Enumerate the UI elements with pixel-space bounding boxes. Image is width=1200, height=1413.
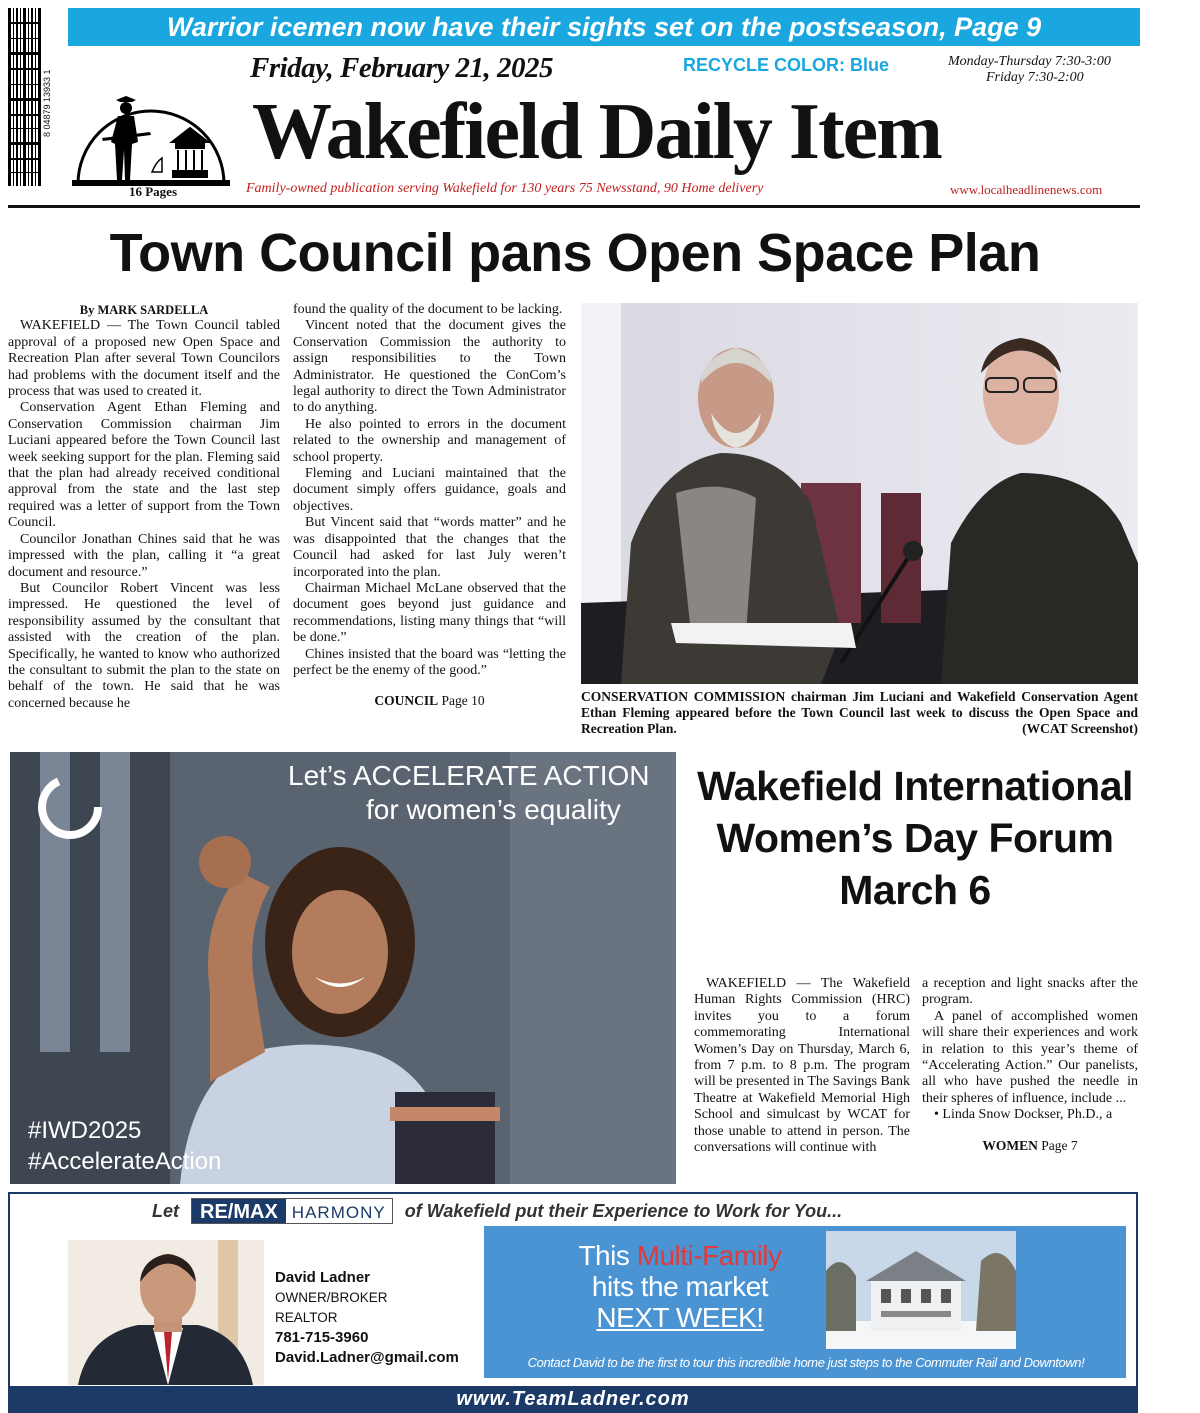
council-meeting-photo xyxy=(581,303,1138,684)
agent-title-1: OWNER/BROKER xyxy=(275,1290,388,1305)
issue-date: Friday, February 21, 2025 xyxy=(250,52,554,84)
second-story-column-2 xyxy=(922,976,1138,1154)
paragraph: Councilor Jonathan Chines said that he was impressed with the plan, calling it “a great document and resource.” xyxy=(8,531,280,580)
listing-headline xyxy=(540,1240,820,1333)
hours-weekday: Monday-Thursday 7:30-3:00 xyxy=(948,54,1111,69)
masthead-rule xyxy=(8,205,1140,208)
team-website-link[interactable]: www.TeamLadner.com xyxy=(10,1386,1136,1413)
remax-logo xyxy=(191,1198,393,1224)
lead-story-column-1 xyxy=(8,302,280,712)
photo-credit: (WCAT Screenshot) xyxy=(1022,721,1138,736)
paragraph: But Vincent said that “words matter” and he was disappointed that the changes that the Council had asked for last July weren’t incorporated into the plan. xyxy=(293,515,566,580)
listing-line-2: hits the market xyxy=(591,1271,769,1302)
agent-title-2: REALTOR xyxy=(275,1310,338,1325)
second-headline[interactable]: Wakefield International Women’s Day Forum March 6 xyxy=(697,763,1133,913)
womens-day-ad[interactable] xyxy=(10,752,676,1184)
paragraph: Fleming and Luciani maintained that the document simply offers guidance, goals and objectives. xyxy=(293,466,566,514)
paragraph: WAKEFIELD — The Town Council tabled approval of a proposed new Open Space and Recreation Plan after several Town Councilors had problems with the document itself and the process that was used to created it. xyxy=(8,318,280,400)
paragraph: He also pointed to errors in the document related to the ownership and management of school property. xyxy=(293,416,566,465)
jump-page: Page 10 xyxy=(441,693,485,709)
agent-phone[interactable]: 781-715-3960 xyxy=(275,1329,369,1346)
tagline: Family-owned publication serving Wakefield for 130 years 75 Newsstand, 90 Home delivery xyxy=(246,181,764,196)
agent-photo xyxy=(68,1240,264,1385)
jump-word: WOMEN xyxy=(982,1137,1038,1153)
lead-story-column-2 xyxy=(293,302,566,710)
ad-line-2: for women’s equality xyxy=(366,794,621,825)
paragraph: Vincent noted that the document gives the Conservation Commission the authority to assign responsibilities to the Town Administrator. He questioned the ConCom’s legal authority to direct the Town Administrator to do anything. xyxy=(293,318,566,416)
logo-sub: HARMONY xyxy=(291,1203,386,1222)
paragraph: WAKEFIELD — The Wakefield Human Rights Commission (HRC) invites you to a forum commemorating International Women’s Day on Thursday, March 6, from 7 p.m. to 8 p.m. The program will be presented in The Savings Bank Theatre at Wakefield Memorial High School and simulcast by WCAT for those unable to attend in person. The conversations will continue with xyxy=(694,976,910,1156)
caption-text: CONSERVATION COMMISSION chairman Jim Luciani and Wakefield Conservation Agent Ethan Fleming appeared before the Town Council last week to discuss the Open Space and Recreation Plan. xyxy=(581,689,1138,736)
lead-headline[interactable]: Town Council pans Open Space Plan xyxy=(109,223,1041,283)
agent-info xyxy=(275,1268,459,1368)
paragraph: Chairman Michael McLane observed that the document goes beyond just guidance and recommendations, listing many things that “will be done.” xyxy=(293,580,566,646)
newspaper-nameplate: Wakefield Daily Item xyxy=(252,88,941,176)
paragraph: But Councilor Robert Vincent was less impressed. He questioned the level of responsibility assumed by the consultant that assisted with the creation of the plan. Specifically, he wanted to know who authorized the consultant to submit the plan to the state on behalf of the town. He said that he was concerned because he xyxy=(8,580,280,711)
agent-email[interactable]: David.Ladner@gmail.com xyxy=(275,1349,459,1366)
top-banner-headline[interactable] xyxy=(68,8,1140,46)
hashtag-accelerate: #AccelerateAction xyxy=(28,1148,222,1175)
jump-link-women[interactable] xyxy=(922,1138,1138,1154)
jump-link-council[interactable] xyxy=(293,693,566,709)
paragraph: • Linda Snow Dockser, Ph.D., a xyxy=(934,1107,1113,1123)
recycle-color: RECYCLE COLOR: Blue xyxy=(683,55,890,75)
ad-line-1: Let’s ACCELERATE ACTION xyxy=(288,760,650,791)
website-link[interactable]: www.localheadlinenews.com xyxy=(950,182,1103,197)
paragraph: Chines insisted that the board was “letting the perfect be the enemy of the good.” xyxy=(293,646,566,678)
hours-friday: Friday 7:30-2:00 xyxy=(986,70,1084,85)
paragraph-continued: a reception and light snacks after the program. xyxy=(922,976,1138,1008)
paragraph: A panel of accomplished women will share their experiences and work in relation to this year’s theme of “Accelerating Action.” Our panelists, all who have pushed the needle in their spheres of influence, include ... xyxy=(922,1008,1138,1106)
hashtag-iwd2025: #IWD2025 xyxy=(28,1117,142,1144)
byline: By MARK SARDELLA xyxy=(79,303,209,317)
tagline-tail: of Wakefield put their Experience to Work for You... xyxy=(404,1200,843,1221)
house-photo xyxy=(826,1231,1016,1349)
contact-line: Contact David to be the first to tour this incredible home just steps to the Commuter Rail and Downtown! xyxy=(527,1355,1085,1370)
second-story-column-1 xyxy=(694,976,910,1156)
page-count: 16 Pages xyxy=(128,184,178,199)
minuteman-logo xyxy=(72,72,230,190)
paragraph-continued: found the quality of the document to be lacking. xyxy=(293,302,563,317)
logo-main: RE/MAX xyxy=(192,1199,286,1223)
remax-tagline xyxy=(152,1198,842,1224)
paragraph: Conservation Agent Ethan Fleming and Conservation Commission chairman Jim Luciani appeared before the Town Council last week seeking support for the plan. Fleming said that the plan had already received conditional approval from the state and the last step required was a letter of support from the Town Council. xyxy=(8,400,280,531)
let-word: Let xyxy=(152,1200,179,1221)
banner-text: Warrior icemen now have their sights set on the postseason, Page 9 xyxy=(166,11,1042,42)
listing-this: This xyxy=(578,1240,630,1271)
agent-name: David Ladner xyxy=(275,1269,371,1286)
barcode-digits: 8 04879 13933 1 xyxy=(42,69,52,137)
listing-multifamily: Multi-Family xyxy=(636,1240,782,1271)
office-hours xyxy=(948,54,1138,86)
photo-caption xyxy=(581,689,1138,737)
listing-line-3: NEXT WEEK! xyxy=(596,1302,764,1333)
jump-page: Page 7 xyxy=(1041,1137,1078,1153)
jump-word: COUNCIL xyxy=(374,693,439,709)
